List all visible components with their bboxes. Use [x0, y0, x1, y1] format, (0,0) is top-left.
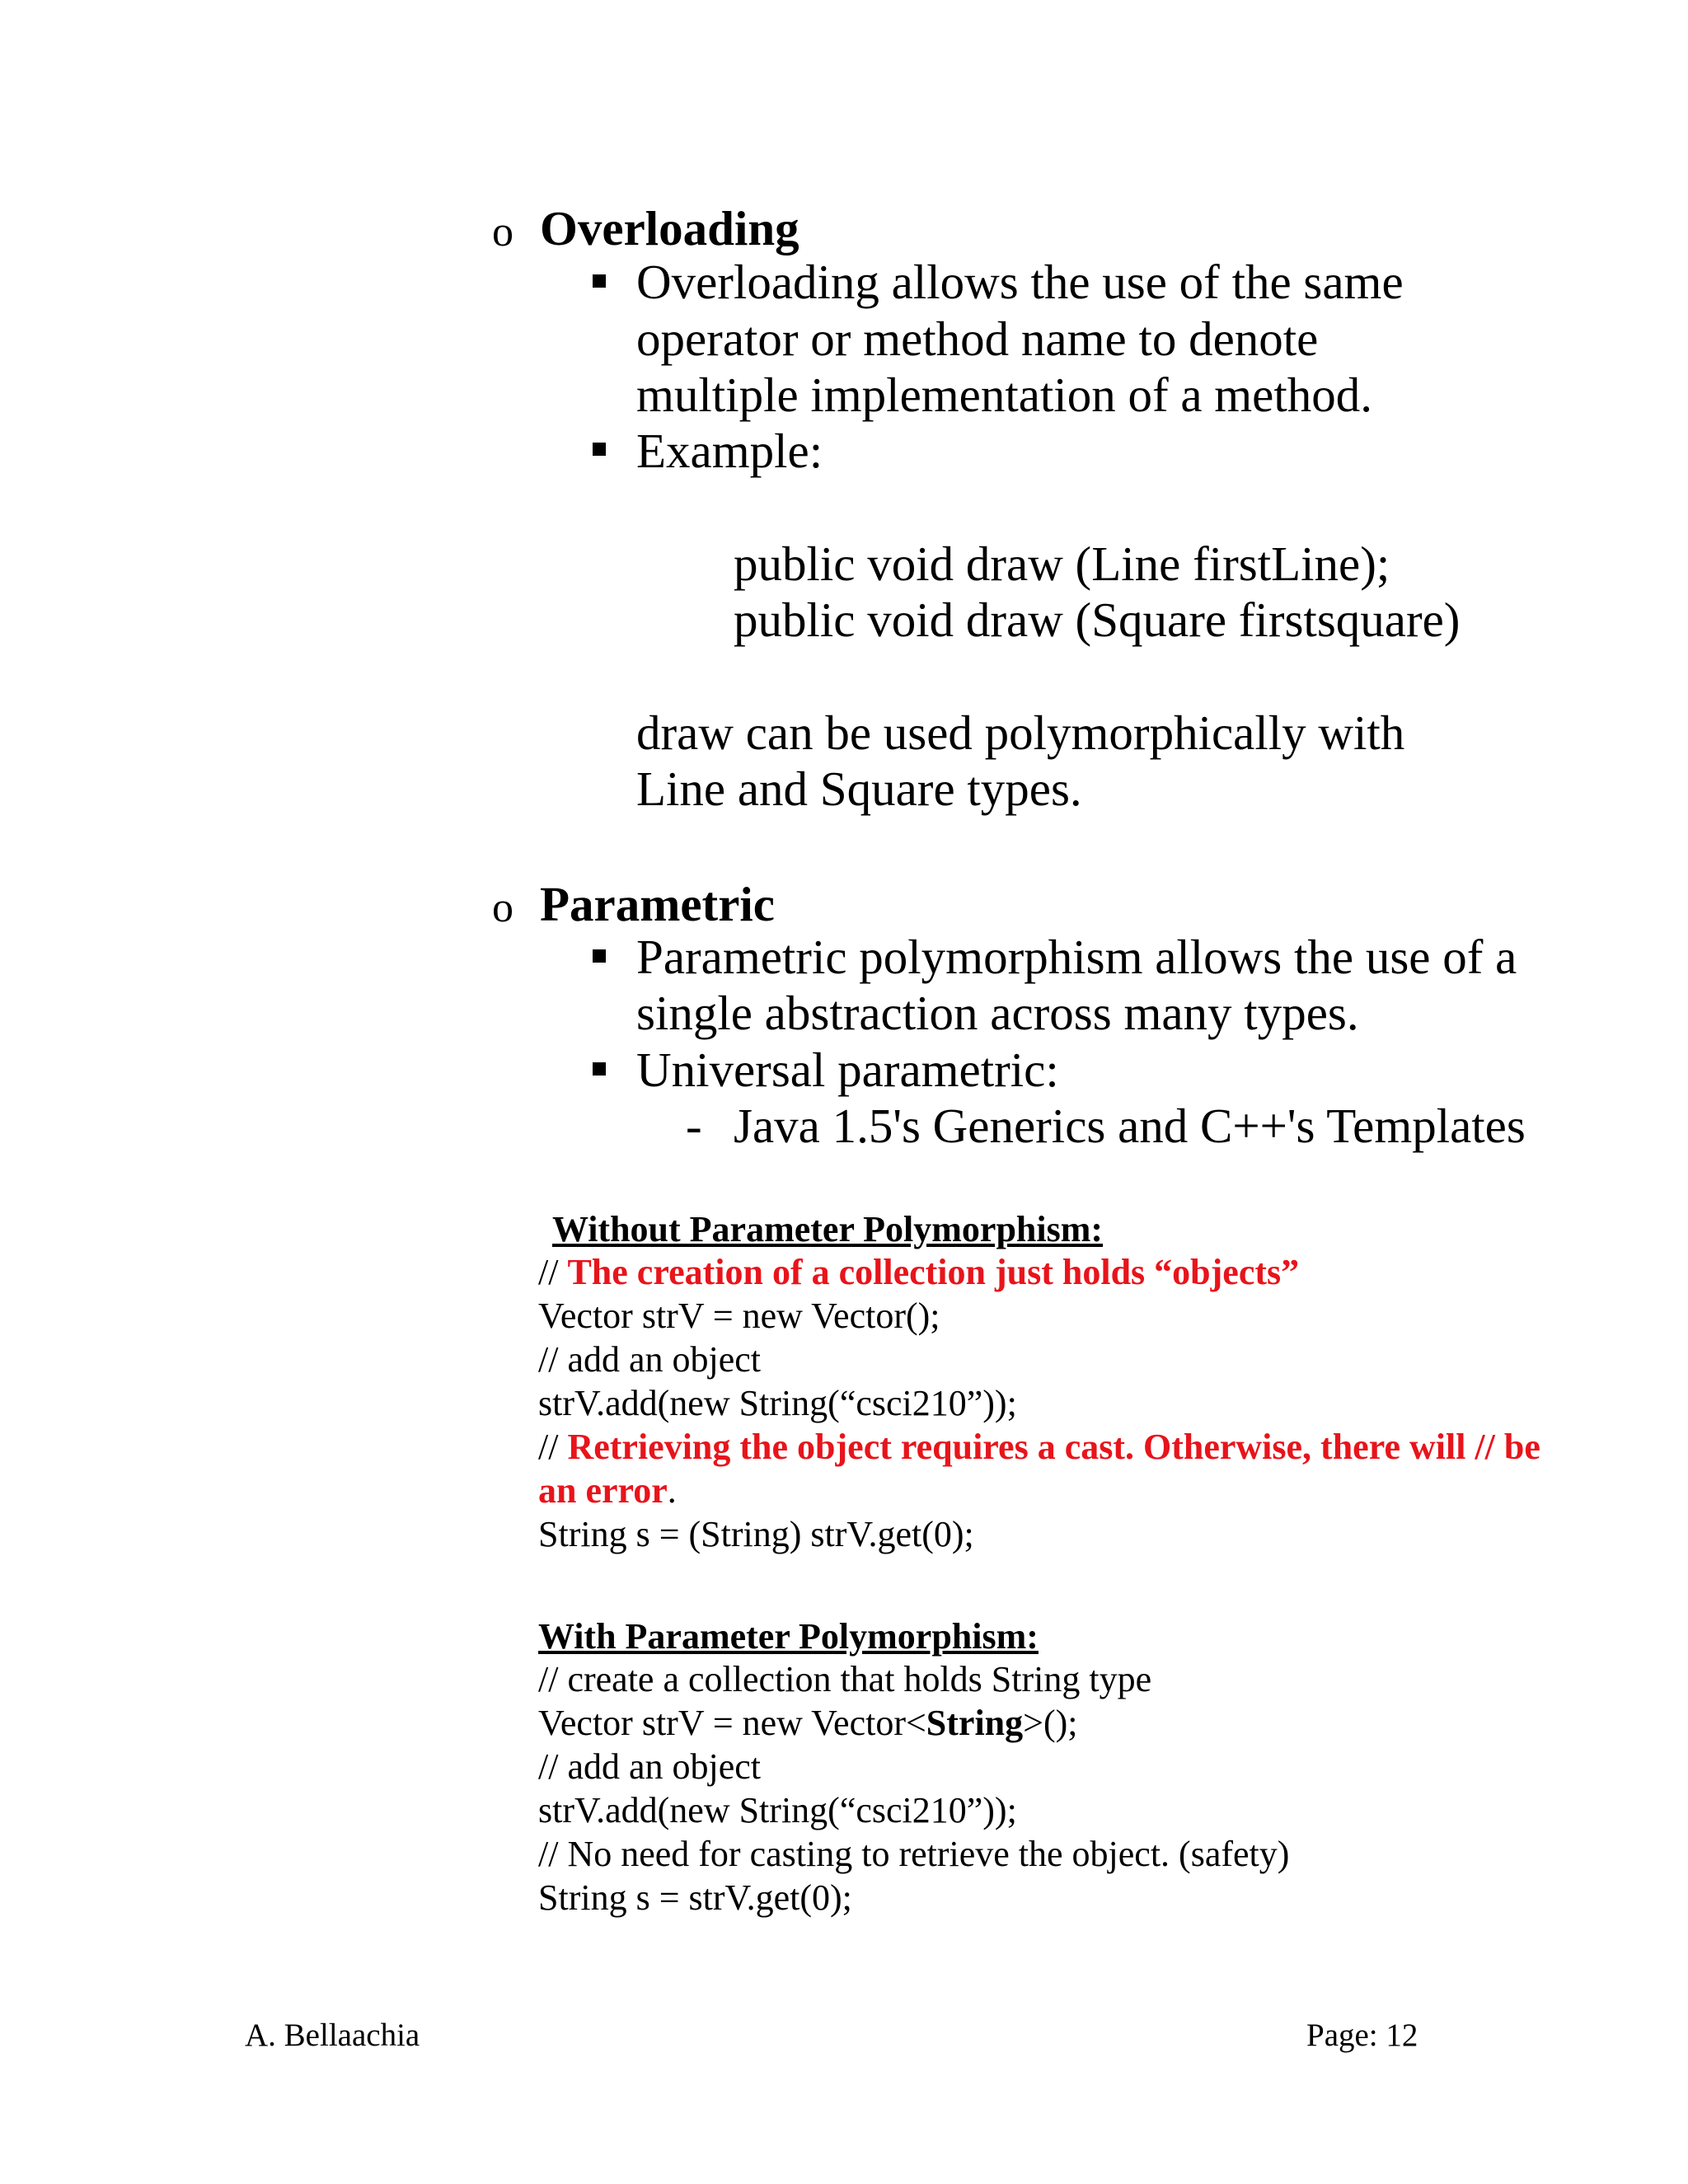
- red-comment-text: The creation of a collection just holds “objects”: [567, 1252, 1300, 1292]
- comment-prefix: //: [538, 1252, 568, 1292]
- code-line-add-comment: // add an object: [538, 1746, 762, 1787]
- square-bullet: [593, 949, 606, 963]
- with-heading: With Parameter Polymorphism:: [538, 1616, 1039, 1657]
- code-line-get: String s = strV.get(0);: [538, 1877, 852, 1918]
- code-comment-line: [538, 1254, 1299, 1291]
- code-line-add: strV.add(new String(“csci210”));: [538, 1383, 1017, 1423]
- code-draw-square: public void draw (Square firstsquare): [734, 593, 1461, 647]
- parametric-heading: Parametric: [540, 877, 775, 931]
- code-fragment: Vector strV = new Vector<: [538, 1703, 926, 1743]
- generics-templates-text: Java 1.5's Generics and C++'s Templates: [734, 1099, 1526, 1153]
- code-line-add: strV.add(new String(“csci210”));: [538, 1790, 1017, 1830]
- code-comment-line: [538, 1470, 677, 1511]
- square-bullet: [593, 443, 606, 456]
- circle-bullet: o: [492, 209, 513, 255]
- code-fragment: >();: [1023, 1703, 1078, 1743]
- code-line-no-cast: // No need for casting to retrieve the object. (safety): [538, 1834, 1290, 1874]
- code-line-vector: [538, 1705, 1078, 1741]
- universal-parametric-label: Universal parametric:: [636, 1043, 1059, 1097]
- code-line-get: String s = (String) strV.get(0);: [538, 1514, 974, 1554]
- parametric-text-line-1: Parametric polymorphism allows the use of a: [636, 930, 1517, 984]
- note-line-1: draw can be used polymorphically with: [636, 705, 1405, 760]
- code-bold-type: String: [926, 1703, 1024, 1743]
- comment-prefix: //: [538, 1427, 568, 1467]
- comment-suffix: .: [667, 1470, 677, 1511]
- circle-bullet: o: [492, 884, 513, 931]
- dash-bullet: -: [686, 1099, 702, 1153]
- code-draw-line: public void draw (Line firstLine);: [734, 537, 1390, 591]
- code-line-vector: Vector strV = new Vector();: [538, 1296, 940, 1336]
- overloading-heading: Overloading: [540, 201, 799, 255]
- example-label: Example:: [636, 424, 823, 478]
- footer-author: A. Bellaachia: [245, 2018, 420, 2053]
- code-line-add-comment: // add an object: [538, 1339, 762, 1380]
- square-bullet: [593, 274, 606, 288]
- overloading-text-line-1: Overloading allows the use of the same: [636, 255, 1404, 309]
- red-comment-text: an error: [538, 1470, 668, 1511]
- note-line-2: Line and Square types.: [636, 762, 1082, 816]
- code-line-comment: // create a collection that holds String type: [538, 1659, 1152, 1699]
- footer-page-number: Page: 12: [1306, 2018, 1418, 2053]
- red-comment-text: Retrieving the object requires a cast. Otherwise, there will // be: [567, 1427, 1540, 1467]
- square-bullet: [593, 1062, 606, 1076]
- code-comment-line: [538, 1429, 1540, 1465]
- overloading-text-line-3: multiple implementation of a method.: [636, 368, 1373, 422]
- overloading-text-line-2: operator or method name to denote: [636, 312, 1319, 366]
- parametric-text-line-2: single abstraction across many types.: [636, 986, 1359, 1040]
- without-heading: Without Parameter Polymorphism:: [552, 1209, 1104, 1249]
